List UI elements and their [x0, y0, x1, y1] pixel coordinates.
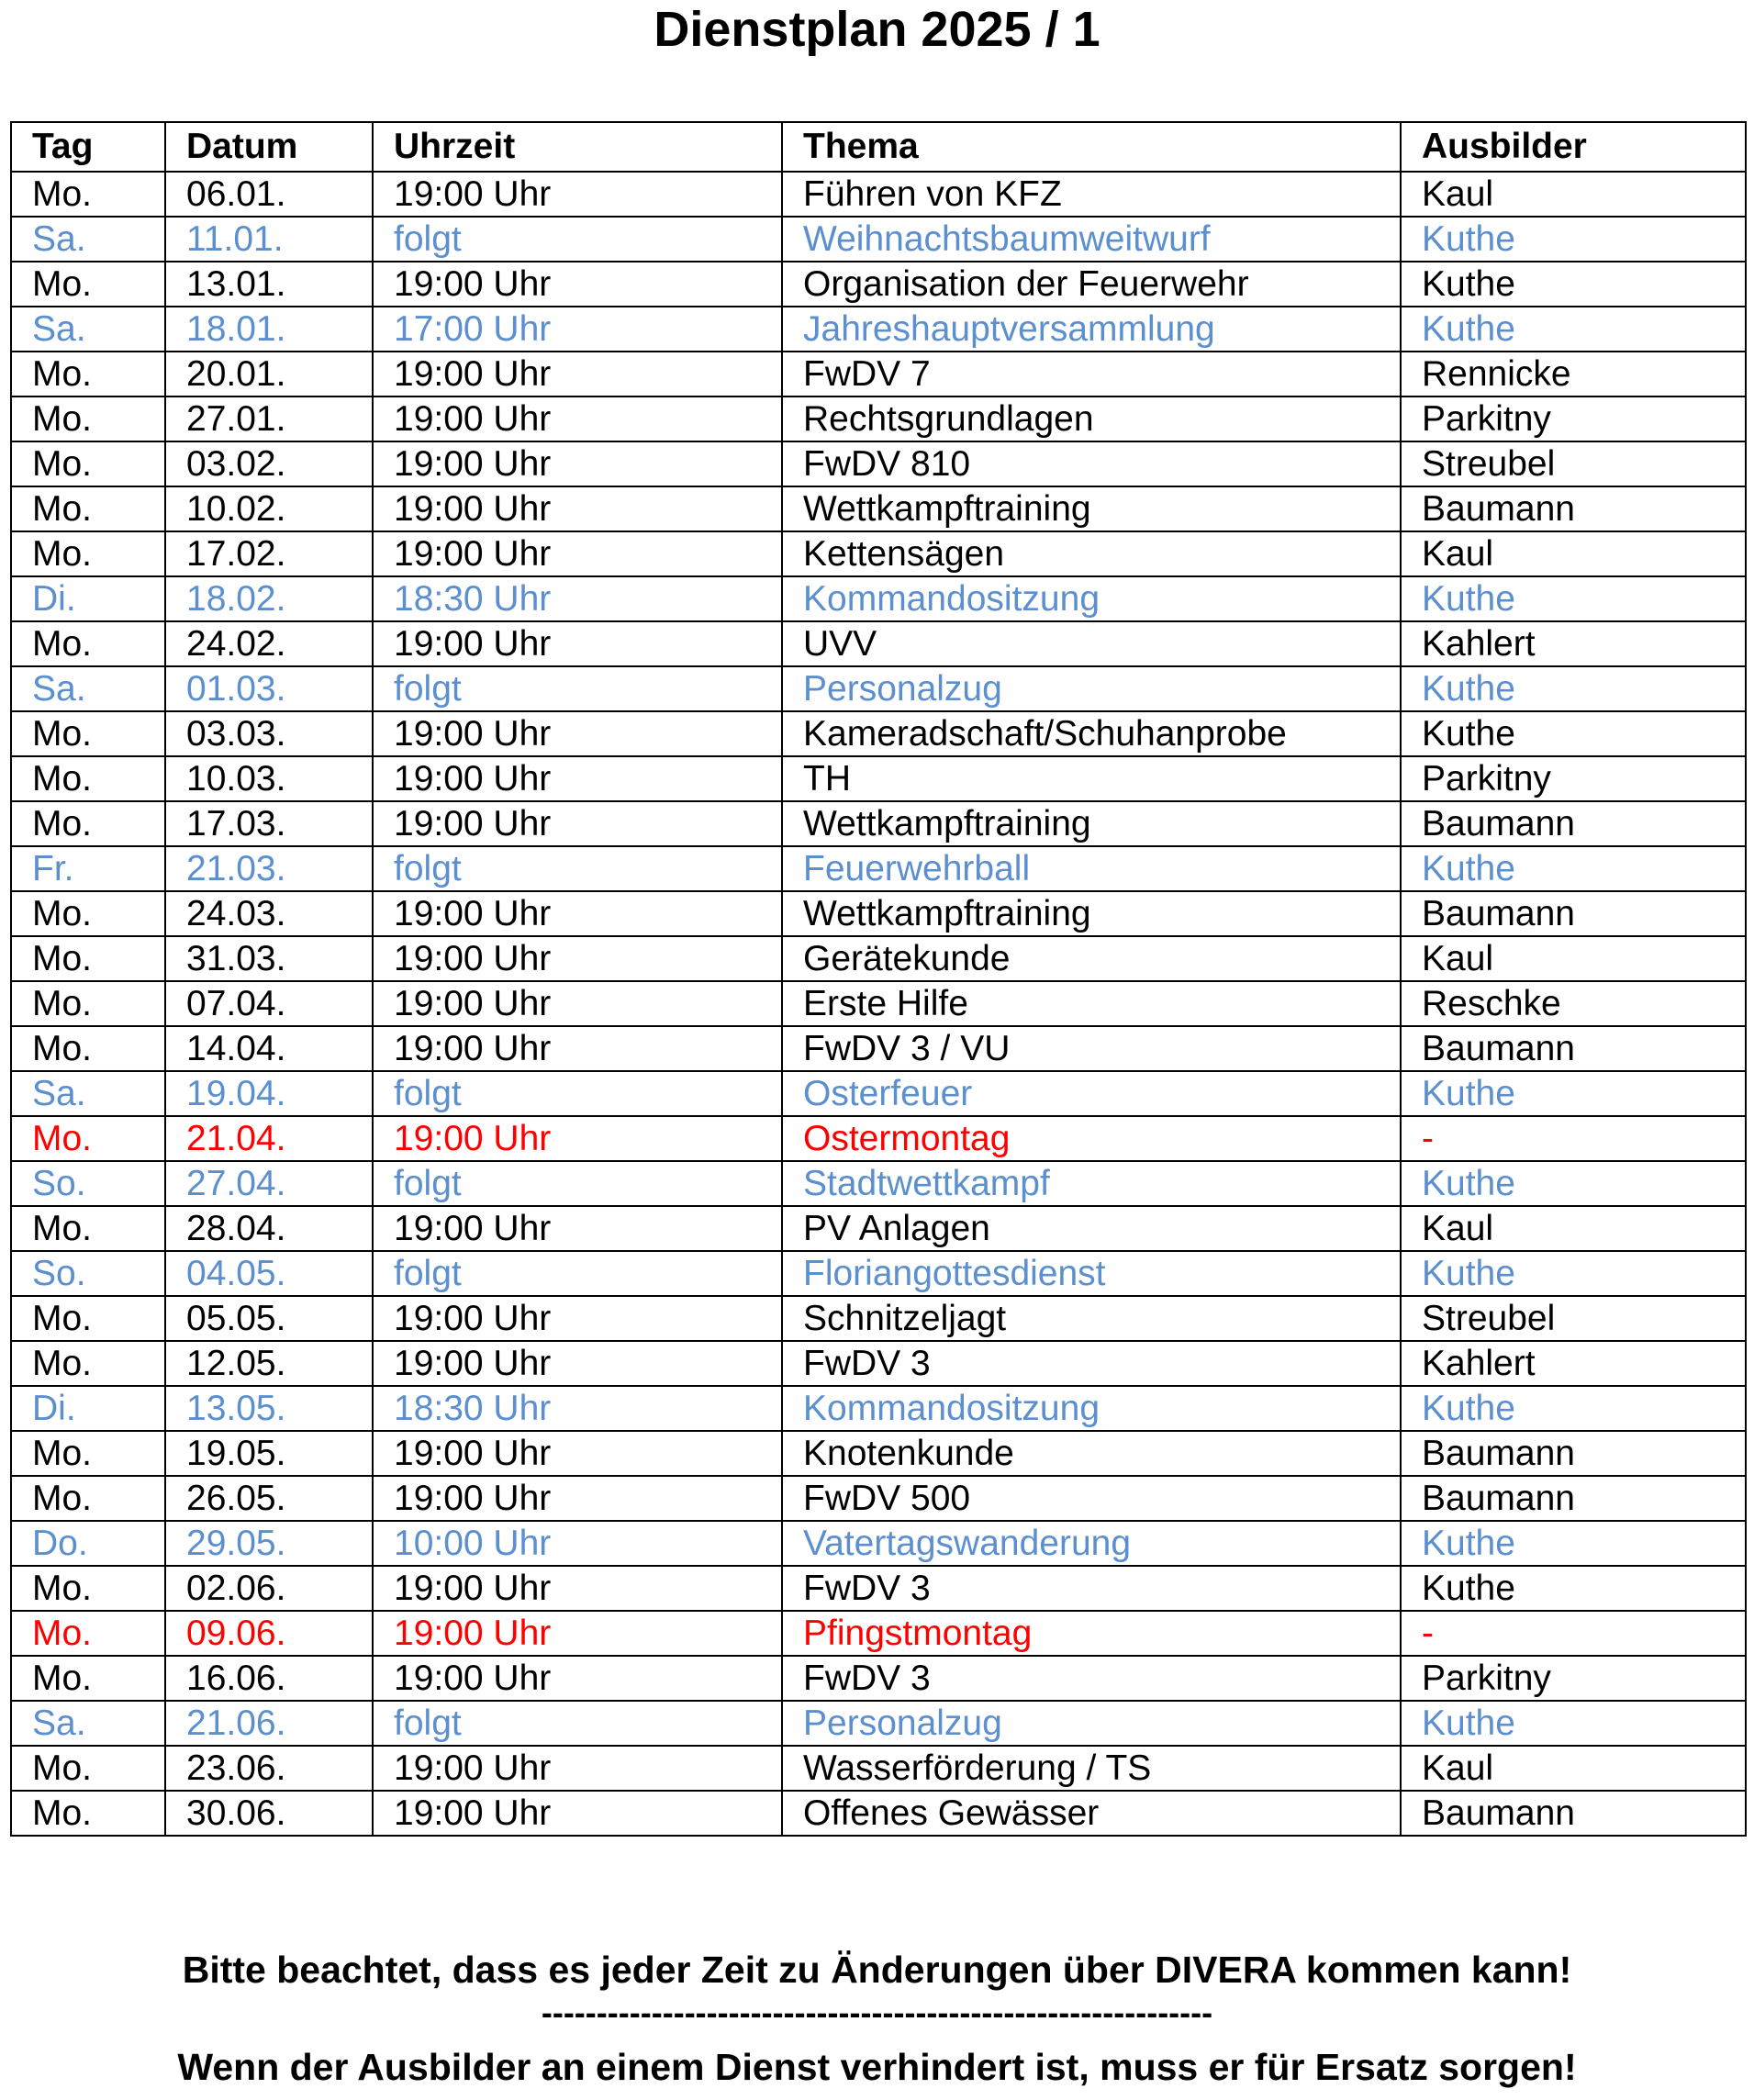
cell-tag: Sa. — [11, 1701, 165, 1746]
cell-datum: 10.03. — [165, 756, 373, 801]
cell-thema: Personalzug — [782, 666, 1401, 711]
cell-tag: Sa. — [11, 1071, 165, 1116]
cell-tag: Mo. — [11, 621, 165, 666]
cell-thema: UVV — [782, 621, 1401, 666]
cell-tag: Mo. — [11, 1611, 165, 1656]
cell-ausbilder: Kuthe — [1401, 1161, 1746, 1206]
cell-datum: 11.01. — [165, 217, 373, 262]
table-row — [11, 486, 1746, 531]
cell-thema: Feuerwehrball — [782, 846, 1401, 891]
cell-datum: 21.04. — [165, 1116, 373, 1161]
cell-tag: So. — [11, 1251, 165, 1296]
cell-tag: Mo. — [11, 441, 165, 486]
table-row — [11, 1791, 1746, 1836]
cell-thema: FwDV 3 — [782, 1656, 1401, 1701]
cell-ausbilder: Kuthe — [1401, 1521, 1746, 1566]
table-row — [11, 891, 1746, 936]
cell-ausbilder: Kuthe — [1401, 217, 1746, 262]
cell-tag: Mo. — [11, 1746, 165, 1791]
cell-tag: Mo. — [11, 531, 165, 576]
cell-uhrzeit: folgt — [373, 1701, 782, 1746]
substitute-notice: Wenn der Ausbilder an einem Dienst verhindert ist, muss er für Ersatz sorgen! — [177, 2046, 1577, 2088]
cell-ausbilder: Kaul — [1401, 531, 1746, 576]
cell-thema: Kommandositzung — [782, 576, 1401, 621]
cell-tag: Sa. — [11, 666, 165, 711]
table-row — [11, 1386, 1746, 1431]
column-header-thema: Thema — [782, 122, 1401, 172]
cell-ausbilder: Kuthe — [1401, 1701, 1746, 1746]
cell-thema: Stadtwettkampf — [782, 1161, 1401, 1206]
cell-tag: Di. — [11, 576, 165, 621]
table-row — [11, 1296, 1746, 1341]
cell-uhrzeit: 17:00 Uhr — [373, 307, 782, 352]
cell-thema: FwDV 3 — [782, 1566, 1401, 1611]
table-row — [11, 1656, 1746, 1701]
cell-datum: 18.01. — [165, 307, 373, 352]
cell-thema: Pfingstmontag — [782, 1611, 1401, 1656]
cell-thema: Erste Hilfe — [782, 981, 1401, 1026]
table-row — [11, 1071, 1746, 1116]
column-header-tag: Tag — [11, 122, 165, 172]
cell-thema: Osterfeuer — [782, 1071, 1401, 1116]
cell-thema: FwDV 7 — [782, 352, 1401, 397]
cell-uhrzeit: 19:00 Uhr — [373, 801, 782, 846]
table-row — [11, 1521, 1746, 1566]
cell-tag: Mo. — [11, 486, 165, 531]
cell-tag: Mo. — [11, 397, 165, 441]
cell-datum: 03.03. — [165, 711, 373, 756]
page-title: Dienstplan 2025 / 1 — [654, 2, 1100, 57]
changes-notice: Bitte beachtet, dass es jeder Zeit zu Änderungen über DIVERA kommen kann! — [182, 1949, 1572, 1991]
cell-uhrzeit: 19:00 Uhr — [373, 531, 782, 576]
table-row — [11, 711, 1746, 756]
cell-thema: Rechtsgrundlagen — [782, 397, 1401, 441]
cell-ausbilder: Parkitny — [1401, 1656, 1746, 1701]
cell-uhrzeit: 19:00 Uhr — [373, 981, 782, 1026]
table-row — [11, 936, 1746, 981]
cell-datum: 04.05. — [165, 1251, 373, 1296]
cell-ausbilder: Parkitny — [1401, 397, 1746, 441]
cell-thema: Führen von KFZ — [782, 172, 1401, 217]
cell-uhrzeit: folgt — [373, 666, 782, 711]
cell-thema: Weihnachtsbaumweitwurf — [782, 217, 1401, 262]
cell-tag: Fr. — [11, 846, 165, 891]
table-row — [11, 1611, 1746, 1656]
cell-uhrzeit: 19:00 Uhr — [373, 441, 782, 486]
cell-datum: 06.01. — [165, 172, 373, 217]
table-row — [11, 441, 1746, 486]
cell-thema: PV Anlagen — [782, 1206, 1401, 1251]
cell-tag: Mo. — [11, 1566, 165, 1611]
cell-thema: Wettkampftraining — [782, 891, 1401, 936]
cell-tag: So. — [11, 1161, 165, 1206]
cell-tag: Mo. — [11, 756, 165, 801]
cell-tag: Mo. — [11, 711, 165, 756]
table-row — [11, 397, 1746, 441]
cell-ausbilder: Kuthe — [1401, 576, 1746, 621]
table-row — [11, 531, 1746, 576]
cell-tag: Mo. — [11, 801, 165, 846]
cell-uhrzeit: folgt — [373, 1161, 782, 1206]
cell-datum: 21.06. — [165, 1701, 373, 1746]
cell-tag: Mo. — [11, 981, 165, 1026]
table-row — [11, 1566, 1746, 1611]
cell-uhrzeit: folgt — [373, 217, 782, 262]
cell-datum: 27.01. — [165, 397, 373, 441]
cell-uhrzeit: 10:00 Uhr — [373, 1521, 782, 1566]
cell-uhrzeit: 18:30 Uhr — [373, 1386, 782, 1431]
cell-thema: FwDV 3 — [782, 1341, 1401, 1386]
table-row — [11, 621, 1746, 666]
separator-line: ------------------------------------------------------------- — [541, 1994, 1213, 2031]
cell-datum: 29.05. — [165, 1521, 373, 1566]
cell-tag: Do. — [11, 1521, 165, 1566]
table-row — [11, 352, 1746, 397]
cell-uhrzeit: 19:00 Uhr — [373, 172, 782, 217]
cell-tag: Mo. — [11, 1341, 165, 1386]
cell-ausbilder: Kaul — [1401, 1746, 1746, 1791]
cell-ausbilder: Kaul — [1401, 1206, 1746, 1251]
cell-datum: 23.06. — [165, 1746, 373, 1791]
cell-datum: 09.06. — [165, 1611, 373, 1656]
cell-datum: 13.01. — [165, 262, 373, 307]
cell-tag: Sa. — [11, 217, 165, 262]
table-row — [11, 666, 1746, 711]
cell-thema: Personalzug — [782, 1701, 1401, 1746]
cell-ausbilder: - — [1401, 1116, 1746, 1161]
cell-tag: Mo. — [11, 1296, 165, 1341]
cell-uhrzeit: 19:00 Uhr — [373, 1566, 782, 1611]
table-row — [11, 1431, 1746, 1476]
cell-ausbilder: Reschke — [1401, 981, 1746, 1026]
cell-datum: 30.06. — [165, 1791, 373, 1836]
cell-tag: Mo. — [11, 262, 165, 307]
cell-datum: 24.02. — [165, 621, 373, 666]
cell-uhrzeit: 19:00 Uhr — [373, 1341, 782, 1386]
cell-datum: 27.04. — [165, 1161, 373, 1206]
cell-datum: 12.05. — [165, 1341, 373, 1386]
cell-ausbilder: Kaul — [1401, 936, 1746, 981]
cell-ausbilder: Baumann — [1401, 486, 1746, 531]
cell-uhrzeit: 19:00 Uhr — [373, 711, 782, 756]
cell-tag: Sa. — [11, 307, 165, 352]
cell-tag: Mo. — [11, 352, 165, 397]
cell-ausbilder: Kuthe — [1401, 1251, 1746, 1296]
table-row — [11, 846, 1746, 891]
cell-datum: 19.04. — [165, 1071, 373, 1116]
cell-uhrzeit: 19:00 Uhr — [373, 1026, 782, 1071]
cell-datum: 05.05. — [165, 1296, 373, 1341]
cell-datum: 19.05. — [165, 1431, 373, 1476]
cell-tag: Mo. — [11, 172, 165, 217]
cell-thema: TH — [782, 756, 1401, 801]
table-row — [11, 307, 1746, 352]
cell-datum: 31.03. — [165, 936, 373, 981]
cell-datum: 21.03. — [165, 846, 373, 891]
cell-datum: 02.06. — [165, 1566, 373, 1611]
cell-tag: Di. — [11, 1386, 165, 1431]
table-row — [11, 1251, 1746, 1296]
cell-uhrzeit: 19:00 Uhr — [373, 262, 782, 307]
table-row — [11, 756, 1746, 801]
table-row — [11, 981, 1746, 1026]
cell-datum: 14.04. — [165, 1026, 373, 1071]
cell-ausbilder: Baumann — [1401, 1431, 1746, 1476]
cell-datum: 10.02. — [165, 486, 373, 531]
cell-ausbilder: Streubel — [1401, 1296, 1746, 1341]
cell-uhrzeit: 19:00 Uhr — [373, 756, 782, 801]
cell-ausbilder: Kahlert — [1401, 621, 1746, 666]
cell-datum: 24.03. — [165, 891, 373, 936]
cell-thema: Gerätekunde — [782, 936, 1401, 981]
table-body — [11, 172, 1746, 1836]
cell-thema: Kommandositzung — [782, 1386, 1401, 1431]
cell-datum: 28.04. — [165, 1206, 373, 1251]
cell-thema: Kameradschaft/Schuhanprobe — [782, 711, 1401, 756]
cell-ausbilder: - — [1401, 1611, 1746, 1656]
cell-ausbilder: Baumann — [1401, 891, 1746, 936]
table-row — [11, 1206, 1746, 1251]
table-row — [11, 1746, 1746, 1791]
cell-tag: Mo. — [11, 1116, 165, 1161]
cell-ausbilder: Parkitny — [1401, 756, 1746, 801]
table-row — [11, 801, 1746, 846]
cell-uhrzeit: 19:00 Uhr — [373, 486, 782, 531]
cell-datum: 17.03. — [165, 801, 373, 846]
cell-uhrzeit: 19:00 Uhr — [373, 397, 782, 441]
cell-uhrzeit: folgt — [373, 1251, 782, 1296]
cell-ausbilder: Kuthe — [1401, 307, 1746, 352]
cell-tag: Mo. — [11, 1656, 165, 1701]
cell-thema: FwDV 810 — [782, 441, 1401, 486]
cell-ausbilder: Kuthe — [1401, 1566, 1746, 1611]
cell-tag: Mo. — [11, 1476, 165, 1521]
cell-datum: 07.04. — [165, 981, 373, 1026]
cell-uhrzeit: 19:00 Uhr — [373, 1656, 782, 1701]
cell-datum: 20.01. — [165, 352, 373, 397]
cell-tag: Mo. — [11, 936, 165, 981]
cell-uhrzeit: 19:00 Uhr — [373, 1116, 782, 1161]
cell-ausbilder: Kuthe — [1401, 1071, 1746, 1116]
cell-tag: Mo. — [11, 1431, 165, 1476]
cell-thema: Floriangottesdienst — [782, 1251, 1401, 1296]
cell-ausbilder: Baumann — [1401, 1476, 1746, 1521]
column-header-datum: Datum — [165, 122, 373, 172]
cell-datum: 03.02. — [165, 441, 373, 486]
cell-ausbilder: Kahlert — [1401, 1341, 1746, 1386]
cell-thema: Schnitzeljagt — [782, 1296, 1401, 1341]
cell-thema: Kettensägen — [782, 531, 1401, 576]
cell-ausbilder: Rennicke — [1401, 352, 1746, 397]
cell-uhrzeit: 18:30 Uhr — [373, 576, 782, 621]
duty-schedule-table — [10, 121, 1747, 1837]
cell-ausbilder: Streubel — [1401, 441, 1746, 486]
cell-thema: Vatertagswanderung — [782, 1521, 1401, 1566]
cell-tag: Mo. — [11, 891, 165, 936]
cell-ausbilder: Kuthe — [1401, 711, 1746, 756]
cell-ausbilder: Baumann — [1401, 1791, 1746, 1836]
cell-thema: Offenes Gewässer — [782, 1791, 1401, 1836]
table-row — [11, 217, 1746, 262]
cell-thema: Knotenkunde — [782, 1431, 1401, 1476]
cell-uhrzeit: 19:00 Uhr — [373, 1431, 782, 1476]
table-row — [11, 1701, 1746, 1746]
cell-datum: 26.05. — [165, 1476, 373, 1521]
cell-uhrzeit: 19:00 Uhr — [373, 1611, 782, 1656]
cell-datum: 16.06. — [165, 1656, 373, 1701]
cell-uhrzeit: 19:00 Uhr — [373, 1746, 782, 1791]
cell-ausbilder: Kuthe — [1401, 846, 1746, 891]
cell-tag: Mo. — [11, 1791, 165, 1836]
cell-uhrzeit: 19:00 Uhr — [373, 891, 782, 936]
cell-thema: Jahreshauptversammlung — [782, 307, 1401, 352]
cell-ausbilder: Kuthe — [1401, 1386, 1746, 1431]
cell-thema: Wettkampftraining — [782, 801, 1401, 846]
cell-thema: FwDV 500 — [782, 1476, 1401, 1521]
cell-thema: Wasserförderung / TS — [782, 1746, 1401, 1791]
cell-datum: 18.02. — [165, 576, 373, 621]
cell-uhrzeit: 19:00 Uhr — [373, 1206, 782, 1251]
cell-datum: 13.05. — [165, 1386, 373, 1431]
cell-thema: Organisation der Feuerwehr — [782, 262, 1401, 307]
table-row — [11, 1341, 1746, 1386]
cell-thema: Ostermontag — [782, 1116, 1401, 1161]
cell-uhrzeit: folgt — [373, 1071, 782, 1116]
table-row — [11, 172, 1746, 217]
cell-uhrzeit: 19:00 Uhr — [373, 621, 782, 666]
cell-thema: Wettkampftraining — [782, 486, 1401, 531]
table-row — [11, 1026, 1746, 1071]
cell-datum: 01.03. — [165, 666, 373, 711]
column-header-uhrzeit: Uhrzeit — [373, 122, 782, 172]
cell-uhrzeit: folgt — [373, 846, 782, 891]
cell-ausbilder: Baumann — [1401, 1026, 1746, 1071]
table-row — [11, 576, 1746, 621]
cell-datum: 17.02. — [165, 531, 373, 576]
cell-ausbilder: Baumann — [1401, 801, 1746, 846]
table-row — [11, 1116, 1746, 1161]
cell-uhrzeit: 19:00 Uhr — [373, 936, 782, 981]
table-row — [11, 1476, 1746, 1521]
cell-ausbilder: Kuthe — [1401, 666, 1746, 711]
table-header-row — [11, 122, 1746, 172]
cell-uhrzeit: 19:00 Uhr — [373, 1791, 782, 1836]
cell-ausbilder: Kuthe — [1401, 262, 1746, 307]
column-header-ausbilder: Ausbilder — [1401, 122, 1746, 172]
table-row — [11, 1161, 1746, 1206]
cell-tag: Mo. — [11, 1026, 165, 1071]
cell-tag: Mo. — [11, 1206, 165, 1251]
cell-thema: FwDV 3 / VU — [782, 1026, 1401, 1071]
cell-uhrzeit: 19:00 Uhr — [373, 352, 782, 397]
cell-uhrzeit: 19:00 Uhr — [373, 1296, 782, 1341]
cell-ausbilder: Kaul — [1401, 172, 1746, 217]
cell-uhrzeit: 19:00 Uhr — [373, 1476, 782, 1521]
table-row — [11, 262, 1746, 307]
